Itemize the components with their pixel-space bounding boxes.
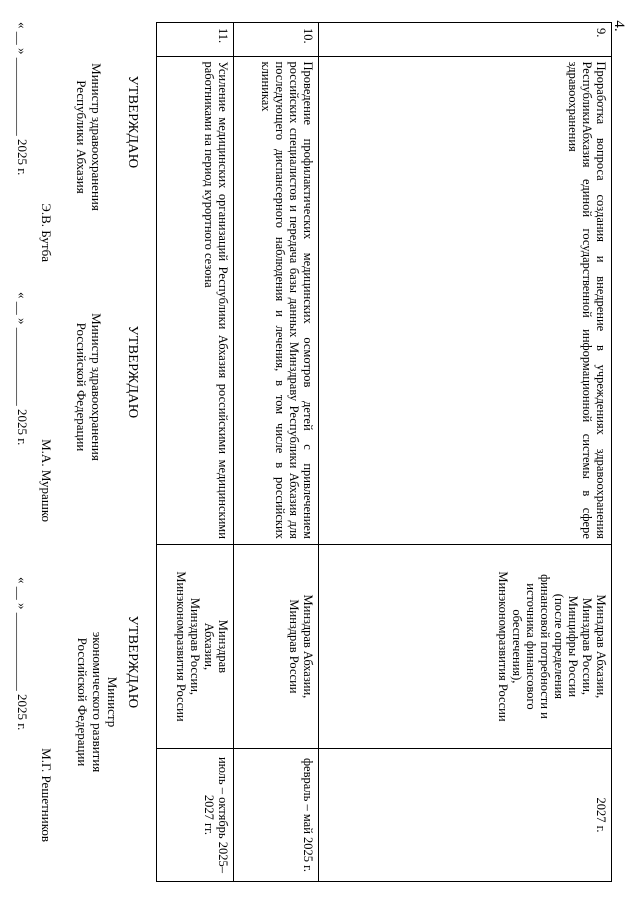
signature-date: « __ » ____________ 2025 г. xyxy=(15,22,30,176)
row-description: Проведение профилактических медицинских осмотров детей с привлечением российских специалистов и передача базы данных Минздраву Республики Абхазия для последующего диспансерного наблюдения и лечения, в том числе в российских клиниках xyxy=(234,56,319,544)
responsible-line: Минздрав Абхазии, xyxy=(594,594,608,699)
position-line: Республики Абхазия xyxy=(74,80,89,194)
signer-name: М.А. Мурашко xyxy=(39,439,54,522)
signature-date: « __ » ____________ 2025 г. xyxy=(15,577,30,731)
responsible-line: Абхазии, xyxy=(202,622,216,671)
signer-name: Э.В. Бутба xyxy=(39,203,54,262)
row-number: 9. xyxy=(319,23,612,57)
responsible-line: Минздрав России, xyxy=(580,597,594,696)
signer-name: М.Г. Решетников xyxy=(39,748,54,842)
table-row xyxy=(234,23,319,882)
signature-date: « __ » ____________ 2025 г. xyxy=(15,292,30,446)
approve-heading: УТВЕРЖДАЮ xyxy=(125,325,140,419)
responsible-line: Минэкономразвития России xyxy=(496,571,510,722)
position-line: Российской Федерации xyxy=(74,322,89,452)
signer-position xyxy=(75,582,120,822)
position-line: Министр здравоохранения xyxy=(89,63,104,211)
responsible-line: Минздрав России, xyxy=(188,597,202,696)
position-line: Министр xyxy=(105,676,120,728)
row-deadline: июль – октябрь 2025–2027 гг. xyxy=(157,748,234,881)
row-number: 10. xyxy=(234,23,319,57)
row-description: Усиление медицинских организаций Республики Абхазия российскими медицинскими работниками на период курортного сезона xyxy=(157,56,234,544)
row-responsible xyxy=(157,544,234,748)
approve-heading: УТВЕРЖДАЮ xyxy=(125,615,140,709)
row-responsible xyxy=(234,544,319,748)
responsible-line: Минздрав xyxy=(216,619,230,674)
row-deadline: февраль – май 2025 г. xyxy=(234,748,319,881)
responsible-line: источника финансового xyxy=(524,583,538,710)
responsible-line: финансовой потребности и xyxy=(538,574,552,719)
signer-position xyxy=(74,272,104,502)
position-line: Российской Федерации xyxy=(75,637,90,767)
responsible-line: Минэкономразвития России xyxy=(174,571,188,722)
signer-position xyxy=(74,22,104,252)
row-responsible xyxy=(319,544,612,748)
responsible-line: обеспечения), xyxy=(510,609,524,684)
page-number: 4. xyxy=(611,20,627,32)
table-row xyxy=(157,23,234,882)
approve-heading: УТВЕРЖДАЮ xyxy=(125,75,140,169)
activities-table xyxy=(156,22,612,882)
rotated-page-content xyxy=(12,22,612,882)
row-description: Проработка вопроса создания и внедрение в учреждениях здравоохранения РеспубликиАбхазия единой государственной информационной системы в сфере здравоохранения xyxy=(319,56,612,544)
table-row xyxy=(319,23,612,882)
responsible-line: Минцифры России xyxy=(566,595,580,698)
row-number: 11. xyxy=(157,23,234,57)
row-deadline: 2027 г. xyxy=(319,748,612,881)
position-line: экономического развития xyxy=(90,631,105,773)
position-line: Министр здравоохранения xyxy=(89,313,104,461)
responsible-line: Минздрав России xyxy=(287,599,301,694)
responsible-line: (после определения xyxy=(552,593,566,700)
responsible-line: Минздрав Абхазии, xyxy=(301,594,315,699)
